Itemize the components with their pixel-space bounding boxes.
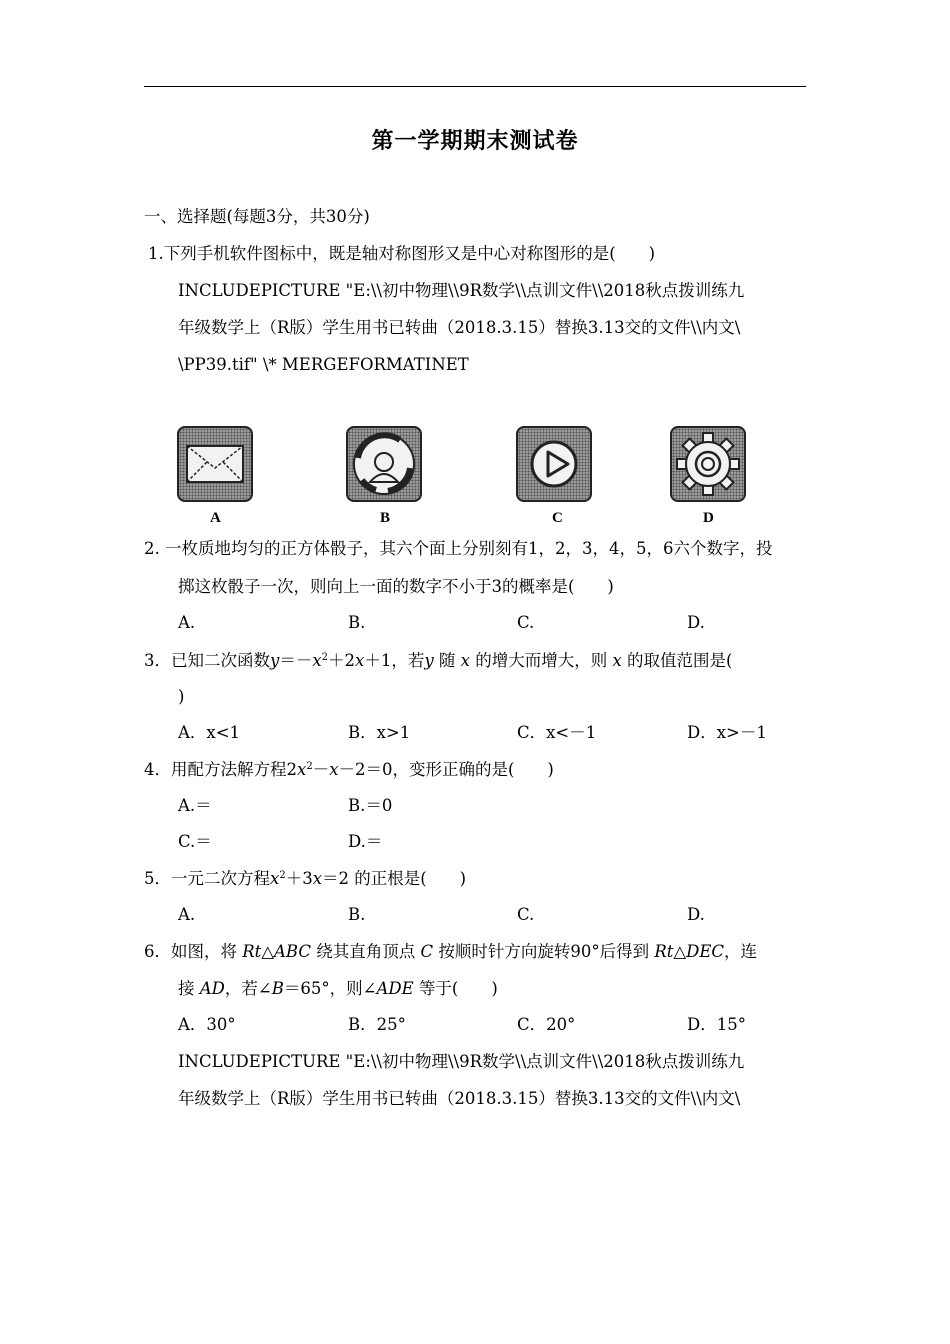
q2-option-b: B. [348,613,366,632]
q4-option-a: A.＝ [178,796,212,815]
include-field-line-3: \PP39.tif" \* MERGEFORMATINET [178,355,469,374]
q3-option-d: D．x>－1 [687,723,767,742]
question-3-line-2: ) [178,687,185,706]
icon-label-a: A [210,510,221,526]
q6-option-c: C．20° [517,1015,576,1034]
q4-option-d: D.＝ [348,832,383,851]
include-field-line-1: INCLUDEPICTURE "E:\\初中物理\\9R数学\\点训文件\\2018秋点拨训练九 [178,281,745,300]
include-field-line-5: 年级数学上（R版）学生用书已转曲（2018.3.15）替换3.13交的文件\\内文\ [178,1089,741,1108]
icon-label-c: C [552,510,563,526]
page-title: 第一学期期末测试卷 [371,128,579,154]
q6-option-d: D．15° [687,1015,746,1034]
q3-option-a: A．x<1 [178,723,241,742]
question-5-line: 5．一元二次方程$x^2+3x=2$ 的正根是( ) [144,869,467,888]
q6-option-a: A．30° [178,1015,236,1034]
include-field-line-4: INCLUDEPICTURE "E:\\初中物理\\9R数学\\点训文件\\2018秋点拨训练九 [178,1052,745,1071]
question-3-line-1: 3．已知二次函数$y=-x^2+2x+1$，若y 随 x 的增大而增大，则 x 的取值范围是( [144,651,733,670]
icon-label-b: B [380,510,391,526]
question-2-line-1: 2. 一枚质地均匀的正方体骰子，其六个面上分别刻有1，2，3，4，5，6六个数字，投 [144,539,773,558]
q4-option-b: B.＝0 [348,796,393,815]
q5-option-c: C. [517,905,535,924]
q3-option-b: B．x>1 [348,723,411,742]
question-1-stem: 1.下列手机软件图标中，既是轴对称图形又是中心对称图形的是( ) [148,244,656,263]
envelope-icon [177,426,253,502]
q6-option-b: B．25° [348,1015,406,1034]
question-2-line-2: 掷这枚骰子一次，则向上一面的数字不小于3的概率是( ) [178,577,614,596]
person-ring-icon [346,426,422,502]
question-6-line-1: 6．如图，将 Rt△ABC 绕其直角顶点 C 按顺时针方向旋转90°后得到 Rt△DEC，连 [144,942,758,961]
q4-option-c: C.＝ [178,832,212,851]
q2-option-a: A. [178,613,196,632]
q5-option-d: D. [687,905,705,924]
gear-icon [670,426,746,502]
question-6-line-2: 接 AD，若∠B＝65°，则∠ADE 等于( ) [178,979,498,998]
header-rule [144,86,806,87]
q5-option-a: A. [178,905,196,924]
include-field-line-2: 年级数学上（R版）学生用书已转曲（2018.3.15）替换3.13交的文件\\内文\ [178,318,741,337]
section-heading: 一、选择题(每题3分，共30分) [144,207,370,226]
q2-option-c: C. [517,613,535,632]
icon-label-d: D [703,510,714,526]
q5-option-b: B. [348,905,366,924]
question-4-line: 4．用配方法解方程$2x^2-x-2=0$，变形正确的是( ) [144,760,554,779]
play-icon [516,426,592,502]
q2-option-d: D. [687,613,705,632]
q3-option-c: C．x<－1 [517,723,597,742]
